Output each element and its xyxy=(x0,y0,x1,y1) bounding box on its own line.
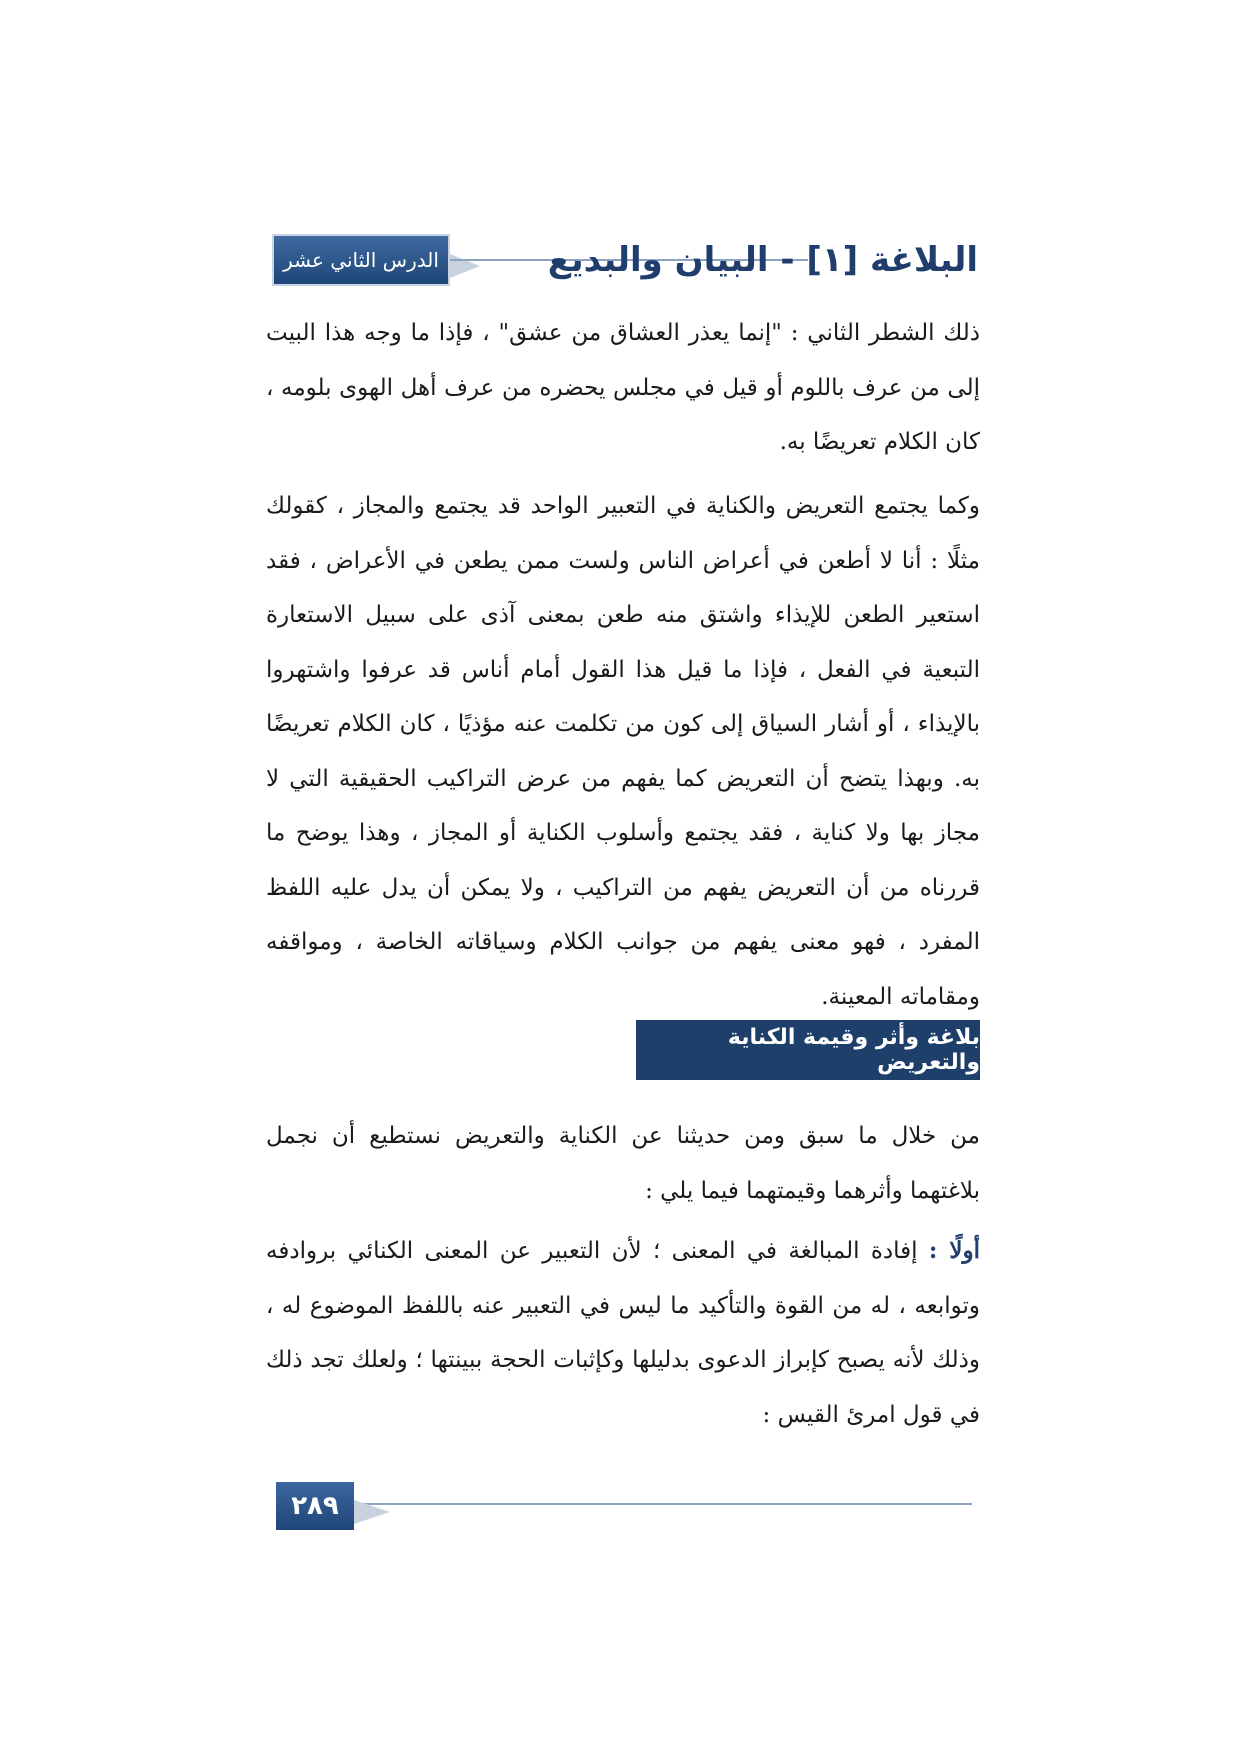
page-header xyxy=(272,232,978,288)
point-lead: أولًا : xyxy=(928,1237,980,1264)
footer-rule xyxy=(354,1503,972,1505)
page-number: ٢٨٩ xyxy=(276,1482,354,1530)
paragraph-2: وكما يجتمع التعريض والكناية في التعبير الواحد قد يجتمع والمجاز ، كقولك مثلًا : أنا لا أطعن في أعراض الناس ولست ممن يطعن في الأعراض ، فقد استعير الطعن للإيذاء واشتق منه طعن بمعنى آذى على سبيل الاستعارة التبعية في الفعل ، فإذا ما قيل هذا القول أمام أناس قد عرفوا واشتهروا بالإيذاء ، أو أشار السياق إلى كون من تكلمت عنه مؤذيًا ، كان الكلام تعريضًا به. وبهذا يتضح أن التعريض كما يفهم من عرض التراكيب الحقيقية التي لا مجاز بها ولا كناية ، فقد يجتمع وأسلوب الكناية أو المجاز ، وهذا يوضح ما قررناه من أن التعريض يفهم من التراكيب ، ولا يمكن أن يدل عليه اللفظ المفرد ، فهو معنى يفهم من جوانب الكلام وسياقاته الخاصة ، ومواقفه ومقاماته المعينة. xyxy=(266,493,981,1010)
paragraph-3: من خلال ما سبق ومن حديثنا عن الكناية والتعريض نستطيع أن نجمل بلاغتهما وأثرهما وقيمتهما فيما يلي : xyxy=(266,1123,980,1204)
book-title: البلاغة [١] - البيان والبديع xyxy=(547,240,978,280)
lesson-badge xyxy=(272,234,450,286)
section-heading xyxy=(636,1020,980,1080)
footer-tail-decoration xyxy=(354,1500,390,1524)
page-footer xyxy=(276,1482,972,1532)
point-body: إفادة المبالغة في المعنى ؛ لأن التعبير عن المعنى الكنائي بروادفه وتوابعه ، له من القوة والتأكيد ما ليس في التعبير عنه باللفظ الموضوع له ، وذلك لأنه يصبح كإبراز الدعوى بدليلها وكإثبات الحجة ببينتها ؛ ولعلك تجد ذلك في قول امرئ القيس : xyxy=(266,1238,980,1428)
section-heading-label: بلاغة وأثر وقيمة الكناية والتعريض xyxy=(727,1025,980,1075)
paragraph-1: ذلك الشطر الثاني : "إنما يعذر العشاق من عشق" ، فإذا ما وجه هذا البيت إلى من عرف باللوم أو قيل في مجلس يحضره من عرف أهل الهوى بلومه ، كان الكلام تعريضًا به. xyxy=(266,320,980,455)
header-tail-decoration xyxy=(450,254,480,278)
lesson-label: الدرس الثاني عشر xyxy=(283,248,439,272)
paragraph-4 xyxy=(266,1224,980,1442)
